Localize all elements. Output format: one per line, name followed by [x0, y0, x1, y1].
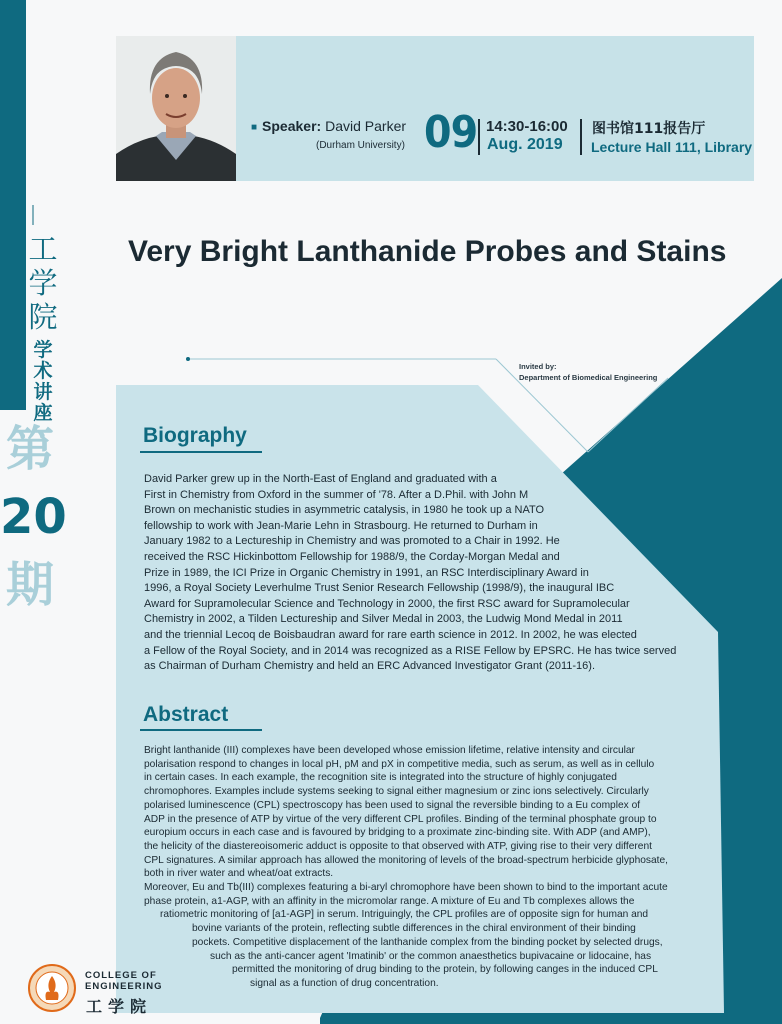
bio-line: Chemistry in 2002, a Tilden Lectureship and Silver Medal in 2003, the Ludwig Mond Medal in 2011 — [144, 613, 623, 626]
bio-line: and the triennial Lecoq de Boisbaudran award for rare earth science in 2012. In 2002, he was elected — [144, 628, 637, 641]
sidebar-sub-char: 术 — [33, 360, 53, 382]
university-logo-icon — [28, 964, 76, 1012]
abstract-line: polarisation respond to changes in local pH, pM and pX in competitive media, such as serum, as well as in cellulo — [144, 758, 655, 770]
bio-line: David Parker grew up in the North-East of England and graduated with a — [144, 473, 497, 485]
abstract-line: the helicity of the diastereoisomeric adduct is opposite to that observed with ATP, giving rise to their very different — [144, 840, 652, 852]
issue-char: 第 — [5, 421, 54, 477]
abstract-line: permitted the monitoring of drug binding to the protein, by following canges in the induced CPL — [232, 964, 658, 976]
bio-line: First in Chemistry from Oxford in the summer of '78. After a D.Phil. with John M — [144, 488, 529, 501]
sidebar-series-title — [28, 232, 58, 424]
bio-line: Prize in 1989, the ICI Prize in Organic Chemistry in 1991, an RSC Interdisciplinary Award in — [144, 566, 589, 579]
bio-line: a Fellow of the Royal Society, and in 2014 was recognized as a RISE Fellow by EPSRC. He has twice served — [144, 644, 677, 657]
college-name — [85, 970, 163, 992]
abstract-line: phase protein, a1-AGP, with an affinity in the micromolar range. A mixture of Eu and Tb complexes allows the — [144, 895, 635, 907]
bullet-icon: ■ — [251, 121, 258, 133]
abstract-line: in certain cases. In each example, the recognition site is integrated into the structure of highly conjugated — [144, 772, 617, 784]
divider — [478, 119, 480, 155]
abstract-rule — [140, 729, 262, 731]
college-line: COLLEGE OF — [85, 970, 157, 981]
speaker-affiliation: (Durham University) — [316, 140, 405, 151]
bio-line: fellowship to work with Jean-Marie Lehn in Strasbourg. He returned to Durham in — [144, 519, 538, 532]
abstract-line: pockets. Competitive displacement of the lanthanide complex from the binding pocket by selected drugs, — [192, 936, 663, 948]
abstract-line: Bright lanthanide (III) complexes have been developed whose emission lifetime, relative intensity and circular — [144, 745, 635, 756]
abstract-line: both in river water and wheat/oat extracts. — [144, 868, 334, 880]
event-time: 14:30-16:00 — [486, 118, 568, 135]
abstract-line: Moreover, Eu and Tb(III) complexes featuring a bi-aryl chromophore have been shown to bind to the important acute — [144, 882, 668, 894]
abstract-line: bovine variants of the protein, reflecting subtle differences in the chiral environment of their binding — [192, 923, 636, 935]
lecture-title: Very Bright Lanthanide Probes and Stains — [128, 235, 727, 268]
abstract-line: ratiometric monitoring of [a1-AGP] in serum. Intriguingly, the CPL profiles are of opposite sign for human and — [160, 909, 649, 921]
abstract-heading: Abstract — [143, 703, 229, 726]
sidebar-sub-char: 讲 — [33, 381, 53, 403]
left-accent-bar — [0, 0, 26, 410]
speaker-name: David Parker — [325, 118, 407, 134]
invited-label: Invited by: — [519, 362, 557, 371]
sidebar-char: 工 — [28, 232, 58, 266]
bio-line: January 1982 to a Lectureship in Chemistry and was promoted to a Chair in 1992. He — [144, 535, 560, 548]
issue-char: 期 — [5, 557, 54, 613]
biography-rule — [140, 451, 262, 453]
abstract-line: signal as a function of drug concentration. — [250, 977, 439, 989]
sidebar-char: 学 — [28, 266, 58, 300]
sidebar-sub-char: 座 — [33, 402, 53, 424]
speaker-label: Speaker: — [262, 118, 322, 134]
issue-number — [0, 415, 67, 619]
sidebar-sub-char: 学 — [33, 339, 53, 361]
sidebar-char: 院 — [28, 300, 58, 334]
college-line: ENGINEERING — [85, 981, 163, 992]
bio-line: Award for Supramolecular Science and Technology in 2000, the first RSC award for Supramolecular — [144, 597, 630, 610]
divider — [580, 119, 582, 155]
abstract-line: ADP in the presence of ATP by virtue of the very different CPL profiles. Binding of the terminal phosphate group to — [144, 813, 657, 825]
speaker-photo — [116, 36, 236, 181]
bio-line: as Chairman of Durham Chemistry and held an ERC Advanced Investigator Grant (2011-16). — [144, 660, 596, 673]
abstract-line: europium occurs in each case and is favoured by bridging to a proximate zinc-binding site. With ADP (and AMP), — [144, 827, 651, 839]
abstract-line: polarised luminescence (CPL) spectroscopy has been used to signal the reversible binding to a Eu complex of — [144, 799, 641, 811]
bio-line: 1996, a Royal Society Leverhulme Trust Senior Research Fellowship (1998/9), the inaugural IBC — [144, 582, 615, 595]
speaker-line — [251, 118, 406, 134]
abstract-line: CPL signatures. A similar approach has allowed the monitoring of levels of the broad-spectrum herbicide glyphosate, — [144, 854, 668, 866]
abstract-line: chromophores. Examples include systems seeking to signal either magnesium or zinc ions selectively. Circularly — [144, 786, 649, 798]
event-date: Aug. 2019 — [487, 136, 563, 153]
venue-english: Lecture Hall 111, Library — [591, 139, 753, 155]
invited-by — [519, 361, 657, 383]
header-band — [236, 36, 754, 181]
event-day: 09 — [424, 107, 478, 158]
biography-text — [144, 472, 714, 675]
college-chinese: 工学院 — [86, 997, 153, 1016]
venue-chinese: 图书馆111报告厅 — [592, 121, 706, 137]
issue-char: 20 — [0, 489, 67, 545]
invited-department: Department of Biomedical Engineering — [519, 373, 658, 382]
biography-heading: Biography — [143, 424, 247, 447]
bio-line: received the RSC Hickinbottom Fellowship for 1988/9, the Corday-Morgan Medal and — [144, 550, 560, 563]
bio-line: Brown on mechanistic studies in asymmetric catalysis, in 1980 he took up a NATO — [144, 504, 545, 517]
abstract-line: such as the anti-cancer agent 'Imatinib' or the common anaesthetics bupivacaine or lidocaine, has — [210, 950, 652, 962]
abstract-text — [144, 744, 716, 991]
